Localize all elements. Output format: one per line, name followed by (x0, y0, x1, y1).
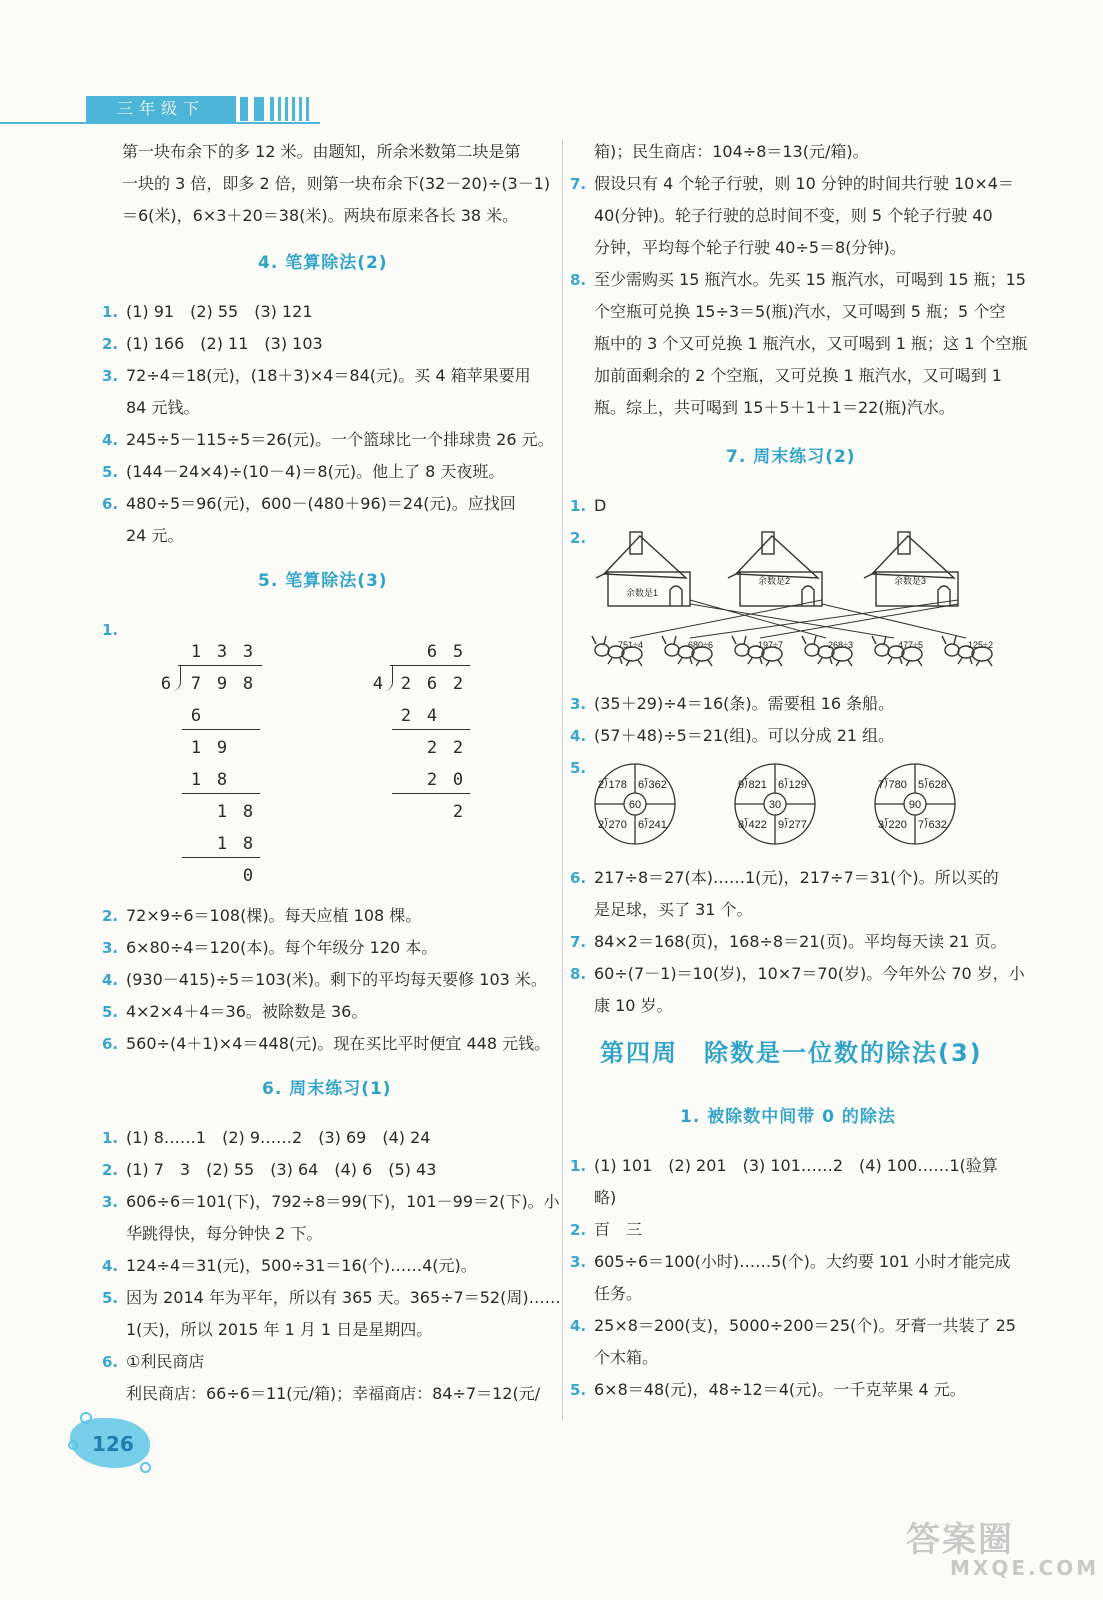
circle-cell: 7⟌780 (878, 779, 907, 791)
section-title: 5. 笔算除法(3) (258, 571, 388, 591)
page-number: 126 (92, 1432, 134, 1456)
circle-cell: 6⟌362 (638, 779, 667, 791)
answer-line: (1) 91 (2) 55 (3) 121 (126, 302, 313, 321)
grade-banner: 三年级下 (86, 96, 236, 122)
work-digit: 2 (426, 738, 438, 758)
circle-cell: 9⟌277 (778, 819, 807, 831)
work-line (182, 729, 260, 730)
header-stripe (299, 97, 302, 121)
question-number: 1. (570, 1157, 587, 1175)
question-number: 3. (102, 1193, 119, 1211)
work-digit: 1 (216, 834, 228, 854)
work-digit: 2 (400, 706, 412, 726)
question-number: 5. (570, 1381, 587, 1399)
answer-line: 假设只有 4 个轮子行驶，则 10 分钟的时间共行驶 10×4＝ (594, 174, 1014, 193)
answer-line: 24 元。 (126, 526, 184, 545)
decor-bubble (140, 1462, 151, 1473)
answer-line: 百 三 (594, 1220, 643, 1239)
dividend-digit: 2 (452, 674, 464, 694)
answer-line: 480÷5＝96(元)，600－(480＋96)＝24(元)。应找回 (126, 494, 516, 513)
answer-line: 606÷6＝101(下)，792÷8＝99(下)，101－99＝2(下)。小 (126, 1192, 560, 1211)
circle-cell: 6⟌129 (778, 779, 807, 791)
quotient-digit: 6 (426, 642, 438, 662)
question-number: 1. (102, 303, 119, 321)
answer-line: (144－24×4)÷(10－4)＝8(元)。他上了 8 天夜班。 (126, 462, 505, 481)
ant-label: 477÷5 (898, 640, 923, 650)
house-label: 余数是1 (626, 588, 659, 598)
work-digit: 4 (426, 706, 438, 726)
question-number: 1. (570, 497, 587, 515)
header-stripe (292, 97, 295, 121)
decor-bubble (80, 1412, 92, 1424)
division-bar (390, 665, 470, 666)
remainder-digit: 0 (242, 866, 254, 886)
divisor: 6 (160, 674, 172, 694)
dividend-digit: 7 (190, 674, 202, 694)
question-number: 3. (570, 1253, 587, 1271)
section-title: 6. 周末练习(1) (262, 1079, 392, 1099)
ant-label: 751÷4 (618, 640, 643, 650)
house-label: 余数是3 (894, 576, 927, 586)
answer-line: 25×8＝200(支)，5000÷200＝25(个)。牙膏一共装了 25 (594, 1316, 1016, 1335)
dividend-digit: 2 (400, 674, 412, 694)
house-label: 余数是2 (758, 576, 791, 586)
circle-cell: 8⟌422 (738, 819, 767, 831)
question-number: 4. (102, 1257, 119, 1275)
answer-line: 任务。 (594, 1284, 643, 1303)
question-number: 1. (102, 1129, 119, 1147)
dividend-digit: 6 (426, 674, 438, 694)
ant-label: 268÷3 (828, 640, 853, 650)
divisor: 4 (372, 674, 384, 694)
question-number: 2. (570, 529, 587, 547)
question-number: 4. (102, 431, 119, 449)
header-stripe (285, 97, 288, 121)
answer-line: 分钟，平均每个轮子行驶 40÷5＝8(分钟)。 (594, 238, 906, 257)
answer-line: 加前面剩余的 2 个空瓶，又可兑换 1 瓶汽水，又可喝到 1 (594, 366, 1002, 385)
quotient-digit: 3 (216, 642, 228, 662)
answer-line: 康 10 岁。 (594, 996, 673, 1015)
work-digit: 6 (190, 706, 202, 726)
question-number: 2. (102, 335, 119, 353)
circle-cell: 5⟌628 (918, 779, 947, 791)
work-digit: 0 (452, 770, 464, 790)
question-number: 4. (570, 727, 587, 745)
ant-label: 197÷7 (758, 640, 783, 650)
question-number: 1. (102, 621, 119, 639)
column-divider (562, 140, 563, 1420)
ant-label: 125÷2 (968, 640, 993, 650)
work-digit: 8 (242, 802, 254, 822)
question-number: 4. (102, 971, 119, 989)
answer-line: (1) 8……1 (2) 9……2 (3) 69 (4) 24 (126, 1128, 431, 1147)
answer-line: 瓶。综上，共可喝到 15＋5＋1＋1＝22(瓶)汽水。 (594, 398, 955, 417)
circle-cell: 6⟌241 (638, 819, 667, 831)
text-line: 一块的 3 倍，即多 2 倍，则第一块布余下(32－20)÷(3－1) (122, 174, 551, 193)
text-line: ＝6(米)，6×3＋20＝38(米)。两块布原来各长 38 米。 (122, 206, 519, 225)
text-line: 箱)；民生商店：104÷8＝13(元/箱)。 (594, 142, 869, 161)
answer-line: 84 元钱。 (126, 398, 200, 417)
answer-line: 利民商店：66÷6＝11(元/箱)；幸福商店：84÷7＝12(元/ (126, 1384, 541, 1403)
question-number: 3. (102, 367, 119, 385)
work-digit: 8 (216, 770, 228, 790)
answer-line: (57＋48)÷5＝21(组)。可以分成 21 组。 (594, 726, 895, 745)
remainder-digit: 2 (452, 802, 464, 822)
ant-label: 680÷6 (688, 640, 713, 650)
circle-cell: 7⟌632 (918, 819, 947, 831)
work-digit: 2 (426, 770, 438, 790)
question-number: 8. (570, 965, 587, 983)
work-line (392, 729, 470, 730)
header-stripe (306, 97, 309, 121)
houses-ants-illustration (590, 522, 1030, 682)
circle-puzzles (588, 754, 988, 854)
question-number: 7. (570, 175, 587, 193)
question-number: 3. (570, 695, 587, 713)
answer-line: 60÷(7－1)＝10(岁)，10×7＝70(岁)。今年外公 70 岁，小 (594, 964, 1025, 983)
header-stripe (254, 97, 264, 121)
quotient-digit: 1 (190, 642, 202, 662)
question-number: 2. (570, 1221, 587, 1239)
answer-line: (1) 101 (2) 201 (3) 101……2 (4) 100……1(验算 (594, 1156, 998, 1175)
answer-line: 略) (594, 1188, 617, 1207)
circle-cell: 9⟌821 (738, 779, 767, 791)
answer-line: 6×80÷4＝120(本)。每个年级分 120 本。 (126, 938, 438, 957)
quotient-digit: 5 (452, 642, 464, 662)
section-title: 4. 笔算除法(2) (258, 253, 388, 273)
work-digit: 1 (216, 802, 228, 822)
watermark-logo: 答案圈 (906, 1520, 1014, 1560)
answer-line: 至少需购买 15 瓶汽水。先买 15 瓶汽水，可喝到 15 瓶；15 (594, 270, 1026, 289)
dividend-digit: 8 (242, 674, 254, 694)
work-digit: 1 (190, 770, 202, 790)
circle-cell: 2⟌178 (598, 779, 627, 791)
work-line (392, 793, 470, 794)
question-number: 6. (102, 495, 119, 513)
answer-line: (35＋29)÷4＝16(条)。需要租 16 条船。 (594, 694, 895, 713)
header-stripe (270, 97, 274, 121)
question-number: 5. (102, 1003, 119, 1021)
question-number: 2. (102, 907, 119, 925)
answer-line: ①利民商店 (126, 1352, 205, 1371)
house-3 (864, 532, 958, 606)
answer-line: 因为 2014 年为平年，所以有 365 天。365÷7＝52(周)…… (126, 1288, 561, 1307)
header-stripe (240, 97, 248, 121)
answer-line: 605÷6＝100(小时)……5(个)。大约要 101 小时才能完成 (594, 1252, 1011, 1271)
question-number: 6. (102, 1035, 119, 1053)
dividend-digit: 9 (216, 674, 228, 694)
answer-line: 124÷4＝31(元)，500÷31＝16(个)……4(元)。 (126, 1256, 477, 1275)
question-number: 6. (570, 869, 587, 887)
answer-line: 72÷4＝18(元)，(18＋3)×4＝84(元)。买 4 箱苹果要用 (126, 366, 531, 385)
answer-line: 245÷5－115÷5＝26(元)。一个篮球比一个排球贵 26 元。 (126, 430, 554, 449)
work-digit: 8 (242, 834, 254, 854)
work-digit: 2 (452, 738, 464, 758)
answer-line: 84×2＝168(页)，168÷8＝21(页)。平均每天读 21 页。 (594, 932, 1007, 951)
answer-line: 个木箱。 (594, 1348, 659, 1367)
week-title: 第四周 除数是一位数的除法(3) (600, 1039, 983, 1067)
answer-line: 瓶中的 3 个又可兑换 1 瓶汽水，又可喝到 1 瓶；这 1 个空瓶 (594, 334, 1028, 353)
circle-center: 90 (908, 799, 922, 811)
work-line (182, 793, 260, 794)
answer-line: 40(分钟)。轮子行驶的总时间不变，则 5 个轮子行驶 40 (594, 206, 993, 225)
section-title: 1. 被除数中间带 0 的除法 (680, 1107, 896, 1127)
answer-line: 217÷8＝27(本)……1(元)，217÷7＝31(个)。所以买的 (594, 868, 999, 887)
answer-line: 1(天)，所以 2015 年 1 月 1 日是星期四。 (126, 1320, 433, 1339)
circle-center: 30 (768, 799, 782, 811)
question-number: 6. (102, 1353, 119, 1371)
watermark-url: MXQE.COM (950, 1556, 1100, 1580)
question-number: 7. (570, 933, 587, 951)
answer-line: 560÷(4＋1)×4＝448(元)。现在买比平时便宜 448 元钱。 (126, 1034, 551, 1053)
answer-line: (930－415)÷5＝103(米)。剩下的平均每天要修 103 米。 (126, 970, 547, 989)
house-2 (728, 532, 822, 606)
division-bar (178, 665, 262, 666)
work-line (182, 857, 260, 858)
circle-cell: 2⟌270 (598, 819, 627, 831)
question-number: 5. (102, 1289, 119, 1307)
header-stripe (278, 97, 281, 121)
question-number: 5. (570, 759, 587, 777)
question-number: 4. (570, 1317, 587, 1335)
decor-bubble (68, 1440, 78, 1450)
answer-line: (1) 166 (2) 11 (3) 103 (126, 334, 323, 353)
text-line: 第一块布余下的多 12 米。由题知，所余米数第二块是第 (122, 142, 521, 161)
answer-line: (1) 7 3 (2) 55 (3) 64 (4) 6 (5) 43 (126, 1160, 437, 1179)
answer-line: 是足球，买了 31 个。 (594, 900, 753, 919)
work-digit: 1 (190, 738, 202, 758)
question-number: 2. (102, 1161, 119, 1179)
question-number: 8. (570, 271, 587, 289)
answer-line: D (594, 496, 607, 515)
question-number: 5. (102, 463, 119, 481)
work-digit: 9 (216, 738, 228, 758)
answer-line: 个空瓶可兑换 15÷3＝5(瓶)汽水，又可喝到 5 瓶；5 个空 (594, 302, 1006, 321)
quotient-digit: 3 (242, 642, 254, 662)
answer-line: 72×9÷6＝108(棵)。每天应植 108 棵。 (126, 906, 422, 925)
circle-center: 60 (628, 799, 642, 811)
header-rule (0, 122, 320, 124)
circle-cell: 3⟌220 (878, 819, 907, 831)
answer-line: 6×8＝48(元)，48÷12＝4(元)。一千克苹果 4 元。 (594, 1380, 966, 1399)
answer-line: 4×2×4＋4＝36。被除数是 36。 (126, 1002, 368, 1021)
answer-line: 华跳得快，每分钟快 2 下。 (126, 1224, 323, 1243)
question-number: 3. (102, 939, 119, 957)
section-title: 7. 周末练习(2) (726, 447, 856, 467)
